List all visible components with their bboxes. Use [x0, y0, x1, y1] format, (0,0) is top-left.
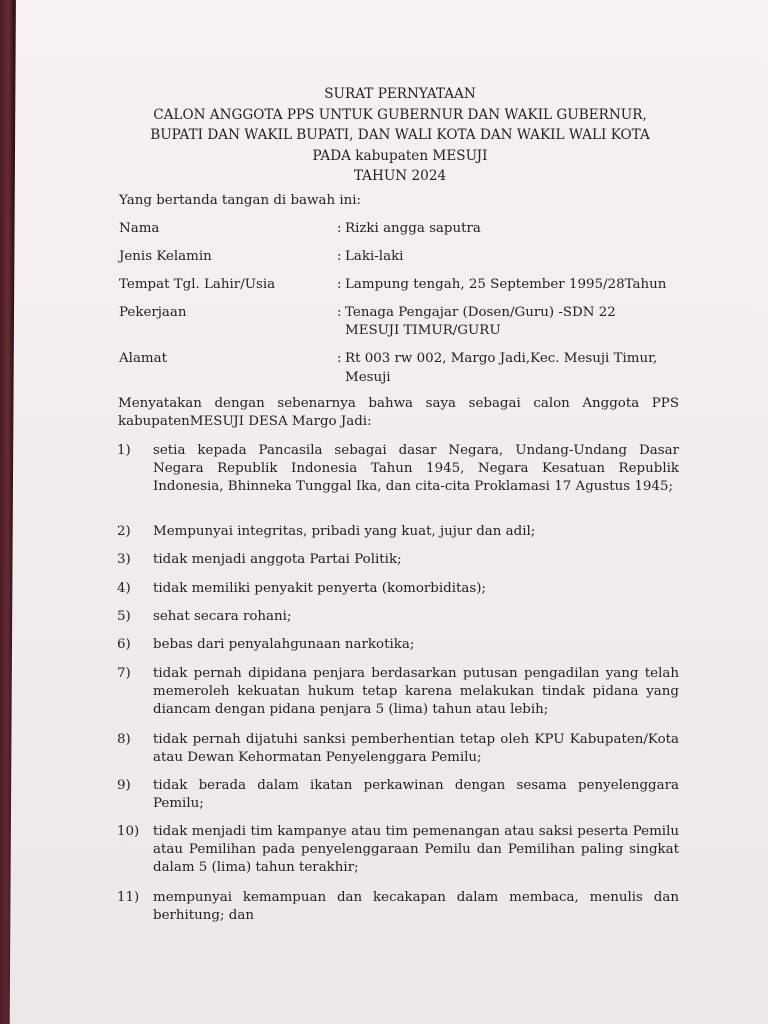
list-item: tidak pernah dijatuhi sanksi pemberhentian tetap oleh KPU Kabupaten/Kota atau Dewan Kehormatan Penyelenggara Pemilu; [153, 732, 679, 765]
statement-text: Menyatakan dengan sebenarnya bahwa saya sebagai calon Anggota PPS kabupatenMESUJI DESA Margo Jadi: [118, 396, 679, 429]
field-colon: : [337, 249, 342, 264]
field-label-tempat-lahir: Tempat Tgl. Lahir/Usia [119, 277, 276, 292]
item-number: 11) [117, 890, 140, 905]
field-label-nama: Nama [119, 221, 160, 236]
item-number: 4) [117, 581, 131, 596]
field-value-alamat-line-1: Rt 003 rw 002, Margo Jadi,Kec. Mesuji Timur, [345, 351, 658, 366]
list-item: tidak menjadi anggota Partai Politik; [153, 552, 402, 567]
field-value-alamat-line-2: Mesuji [345, 370, 391, 385]
item-number: 2) [117, 524, 131, 539]
intro-text: Yang bertanda tangan di bawah ini: [119, 193, 362, 208]
field-value-jenis-kelamin: Laki-laki [345, 249, 404, 264]
list-item: setia kepada Pancasila sebagai dasar Negara, Undang-Undang Dasar Negara Republik Indonesia Tahun 1945, Negara Kesatuan Republik Indonesia, Bhinneka Tunggal Ika, dan cita-cita Proklamasi 17 Agustus 1945; [153, 443, 679, 494]
field-value-pekerjaan-line-2: MESUJI TIMUR/GURU [345, 323, 501, 338]
item-number: 5) [117, 609, 131, 624]
field-colon: : [337, 221, 342, 236]
item-number: 10) [117, 824, 140, 839]
field-value-nama: Rizki angga saputra [345, 221, 481, 236]
field-value-pekerjaan-line-1: Tenaga Pengajar (Dosen/Guru) -SDN 22 [345, 305, 616, 320]
item-number: 9) [117, 778, 131, 793]
field-label-pekerjaan: Pekerjaan [119, 305, 187, 320]
item-number: 8) [117, 732, 131, 747]
list-item: tidak pernah dipidana penjara berdasarkan putusan pengadilan yang telah memeroleh kekuatan hukum tetap karena melakukan tindak pidana yang diancam dengan pidana penjara 5 (lima) tahun atau lebih; [153, 666, 679, 717]
field-label-alamat: Alamat [119, 351, 167, 366]
title-line-3: BUPATI DAN WAKIL BUPATI, DAN WALI KOTA DAN WAKIL WALI KOTA [150, 127, 650, 143]
title-line-5: TAHUN 2024 [353, 168, 447, 184]
field-value-tempat-lahir: Lampung tengah, 25 September 1995/28Tahun [345, 277, 667, 292]
item-number: 6) [117, 637, 131, 652]
document-title [100, 84, 700, 187]
field-colon: : [337, 305, 342, 320]
item-number: 7) [117, 666, 131, 681]
title-line-2: CALON ANGGOTA PPS UNTUK GUBERNUR DAN WAKIL GUBERNUR, [153, 106, 647, 123]
field-label-jenis-kelamin: Jenis Kelamin [119, 249, 212, 264]
title-line-1: SURAT PERNYATAAN [324, 86, 476, 102]
item-number: 1) [117, 443, 131, 458]
field-colon: : [337, 351, 342, 366]
list-item: tidak menjadi tim kampanye atau tim pemenangan atau saksi peserta Pemilu atau Pemilihan pada penyelenggaraan Pemilu dan Pemilihan paling singkat dalam 5 (lima) tahun terakhir; [153, 824, 679, 875]
list-item: Mempunyai integritas, pribadi yang kuat, jujur dan adil; [153, 524, 536, 539]
list-item: mempunyai kemampuan dan kecakapan dalam membaca, menulis dan berhitung; dan [153, 890, 679, 923]
field-colon: : [337, 277, 342, 292]
list-item: sehat secara rohani; [153, 609, 292, 624]
item-number: 3) [117, 552, 131, 567]
title-line-4: PADA kabupaten MESUJI [312, 147, 488, 164]
list-item: tidak memiliki penyakit penyerta (komorbiditas); [153, 581, 486, 596]
list-item: bebas dari penyalahgunaan narkotika; [153, 637, 415, 652]
list-item: tidak berada dalam ikatan perkawinan dengan sesama penyelenggara Pemilu; [153, 778, 679, 811]
